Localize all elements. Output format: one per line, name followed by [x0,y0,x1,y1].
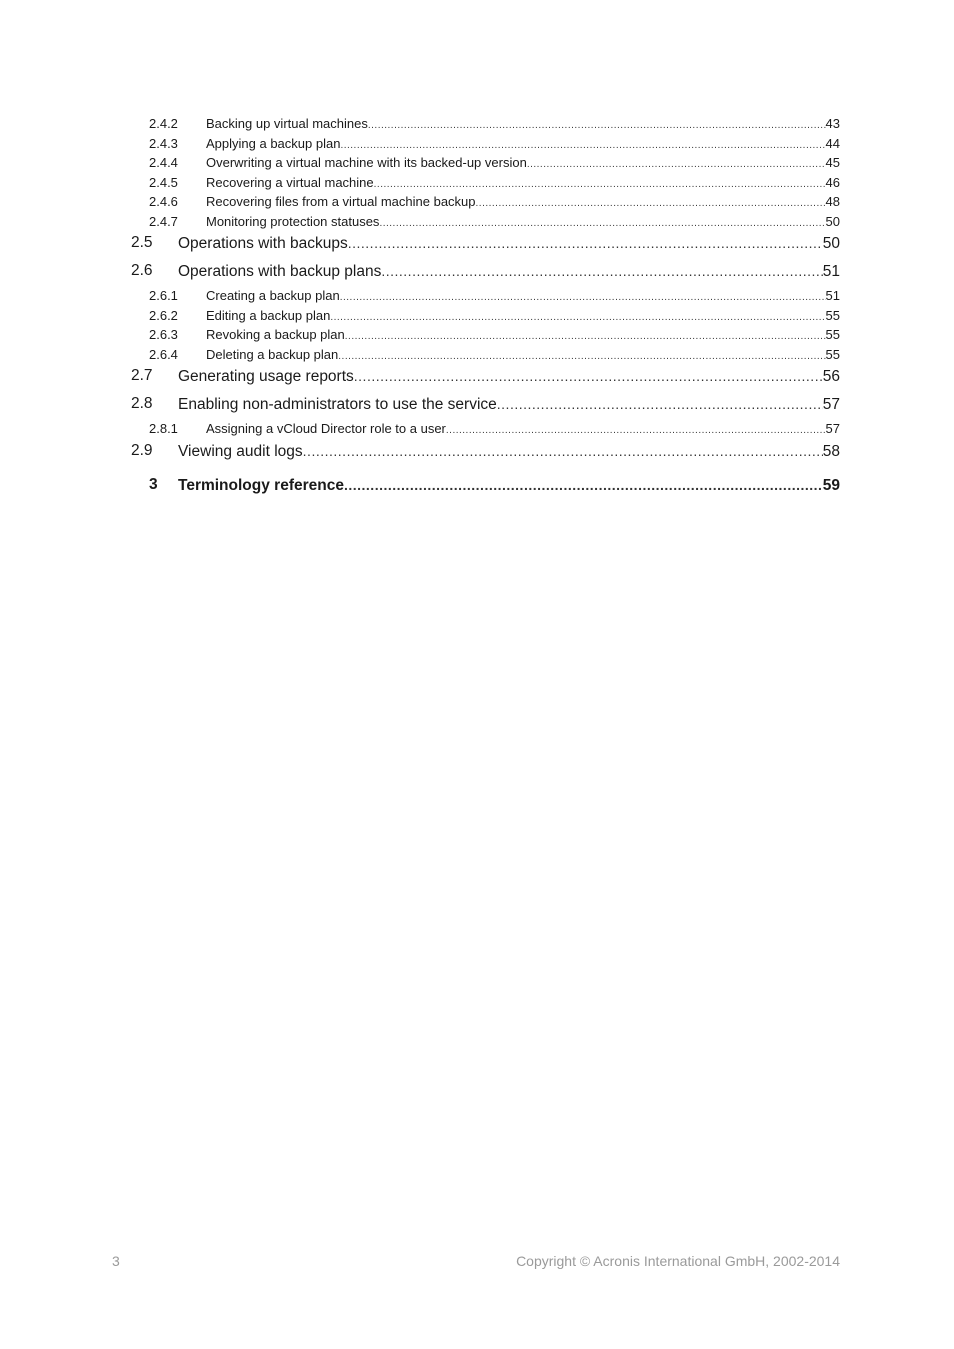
toc-entry-title: Deleting a backup plan [206,347,339,362]
toc-entry-number: 2.8 [131,395,153,412]
toc-entry[interactable] [0,153,954,172]
toc-entry-number: 3 [149,476,158,493]
toc-dot-leader [348,231,823,255]
toc-entry-line [206,286,840,307]
toc-entry-page: 59 [822,477,840,494]
toc-entry-title: Editing a backup plan [206,308,331,323]
toc-entry-number: 2.7 [131,367,153,384]
toc-entry-page: 46 [825,175,840,190]
toc-entry-number: 2.6 [131,262,153,279]
toc-entry-line [206,419,840,440]
toc-entry-line [206,114,840,135]
footer-copyright: Copyright © Acronis International GmbH, 2002-2014 [516,1253,840,1269]
toc-entry-page: 50 [822,235,840,252]
toc-entry-page: 43 [825,116,840,131]
toc-entry[interactable] [0,173,954,192]
toc-entry-number: 2.9 [131,442,153,459]
toc-entry[interactable] [0,134,954,153]
toc-entry-number: 2.4.5 [149,175,178,190]
toc-entry-page: 44 [825,136,840,151]
toc-entry-number: 2.6.1 [149,288,178,303]
toc-entry-number: 2.6.2 [149,308,178,323]
toc-entry-number: 2.8.1 [149,421,178,436]
toc-entry-number: 2.6.4 [149,347,178,362]
toc-entry[interactable] [0,306,954,325]
toc-entry-line [206,192,840,213]
toc-entry-line [206,153,840,174]
toc-entry-page: 57 [825,421,840,436]
toc-entry[interactable] [0,392,954,416]
toc-entry-line [206,325,840,346]
toc-entry-line [206,134,840,155]
toc-entry-title: Enabling non-administrators to use the service [178,396,497,413]
toc-entry-line [178,392,840,417]
toc-dot-leader [354,364,823,388]
toc-entry[interactable] [0,114,954,133]
toc-entry-number: 2.4.3 [149,136,178,151]
toc-entry-line [206,306,840,327]
toc-dot-leader [446,421,826,440]
toc-entry-title: Backing up virtual machines [206,116,368,131]
toc-entry-number: 2.4.7 [149,214,178,229]
toc-entry[interactable] [0,259,954,283]
toc-entry-line [206,212,840,233]
toc-entry-page: 55 [825,347,840,362]
toc-entry-title: Monitoring protection statuses [206,214,380,229]
toc-entry[interactable] [0,231,954,255]
toc-entry-title: Revoking a backup plan [206,327,345,342]
footer-page-number: 3 [112,1253,120,1269]
toc-entry-line [206,173,840,194]
toc-entry-line [206,345,840,366]
toc-entry-line [178,473,840,498]
toc-entry-title: Generating usage reports [178,368,354,385]
toc-dot-leader [381,259,822,283]
toc-dot-leader [303,439,823,463]
toc-entry-title: Recovering files from a virtual machine backup [206,194,476,209]
toc-entry-page: 51 [825,288,840,303]
toc-entry-page: 48 [825,194,840,209]
toc-entry-page: 55 [825,308,840,323]
toc-entry-line [178,231,840,256]
toc-entry-page: 57 [822,396,840,413]
toc-entry[interactable] [0,325,954,344]
toc-entry-number: 2.4.6 [149,194,178,209]
toc-dot-leader [345,327,826,346]
toc-entry-line [178,439,840,464]
toc-entry-page: 56 [822,368,840,385]
toc-entry[interactable] [0,473,954,497]
toc-entry-title: Operations with backups [178,235,348,252]
toc-entry-number: 2.4.4 [149,155,178,170]
toc-dot-leader [344,473,823,497]
toc-entry-page: 45 [825,155,840,170]
toc-entry[interactable] [0,286,954,305]
toc-entry[interactable] [0,419,954,438]
toc-entry-page: 58 [822,443,840,460]
toc-entry-number: 2.6.3 [149,327,178,342]
toc-entry[interactable] [0,439,954,463]
toc-entry-title: Viewing audit logs [178,443,303,460]
toc-entry-title: Terminology reference [178,477,344,494]
toc-entry[interactable] [0,212,954,231]
toc-dot-leader [527,155,826,174]
toc-entry-page: 55 [825,327,840,342]
toc-entry-title: Applying a backup plan [206,136,341,151]
toc-entry-title: Assigning a vCloud Director role to a user [206,421,446,436]
toc-entry-title: Recovering a virtual machine [206,175,374,190]
toc-entry-title: Operations with backup plans [178,263,382,280]
toc-entry-title: Creating a backup plan [206,288,340,303]
toc-entry-title: Overwriting a virtual machine with its backed-up version [206,155,527,170]
toc-entry-page: 50 [825,214,840,229]
toc-entry-page: 51 [822,263,840,280]
toc-dot-leader [340,288,826,307]
toc-entry[interactable] [0,364,954,388]
toc-entry-line [178,259,840,284]
toc-entry-line [178,364,840,389]
toc-dot-leader [368,116,826,135]
toc-dot-leader [476,194,826,213]
toc-entry-number: 2.5 [131,234,153,251]
page-footer [0,1250,954,1272]
toc-entry[interactable] [0,192,954,211]
toc-entry-number: 2.4.2 [149,116,178,131]
toc-entry[interactable] [0,345,954,364]
toc-dot-leader [497,392,823,416]
